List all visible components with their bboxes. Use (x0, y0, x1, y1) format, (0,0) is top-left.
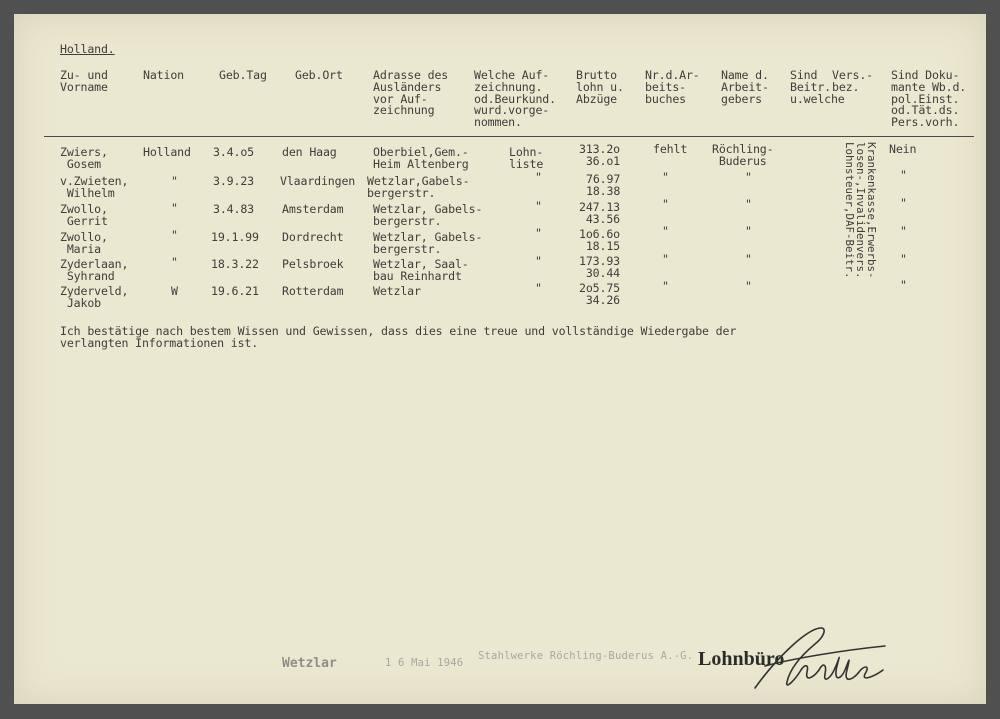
row-employer: " (745, 224, 752, 238)
row-record: " (535, 199, 542, 213)
header-record: Welche Auf- zeichnung. od.Beurkund. wurd.vorge- nommen. (474, 68, 556, 130)
row-address: Wetzlar, Gabels- bergerstr. (373, 230, 483, 256)
row-documents: " (900, 252, 907, 266)
row-birth-place: Vlaardingen (280, 174, 356, 188)
row-record: " (535, 170, 542, 184)
header-wage: Brutto lohn u. Abzüge (576, 68, 624, 106)
row-workbook: " (662, 170, 669, 184)
row-birth-date: 3.4.83 (213, 202, 254, 216)
row-nation: " (171, 201, 178, 215)
row-nation: " (171, 255, 178, 269)
page-title: Holland. (60, 42, 115, 56)
row-birth-place: Pelsbroek (282, 257, 344, 271)
row-name: v.Zwieten, Wilhelm (60, 174, 129, 200)
row-birth-place: Amsterdam (282, 202, 344, 216)
row-employer: Röchling- Buderus (712, 142, 774, 168)
header-nation: Nation (143, 68, 184, 82)
row-address: Wetzlar, Gabels- bergerstr. (373, 202, 483, 228)
stamp-company: Stahlwerke Röchling-Buderus A.-G. (478, 650, 694, 662)
row-birth-place: den Haag (282, 145, 337, 159)
row-address: Oberbiel,Gem.- Heim Altenberg (373, 145, 469, 171)
row-nation: W (171, 284, 178, 298)
header-birth-date: Geb.Tag (219, 68, 267, 82)
row-employer: " (745, 279, 752, 293)
row-record: " (535, 226, 542, 240)
row-birth-date: 19.1.99 (211, 230, 259, 244)
row-name: Zwollo, Gerrit (60, 202, 108, 228)
row-birth-place: Rotterdam (282, 284, 344, 298)
row-birth-date: 18.3.22 (211, 257, 259, 271)
row-workbook: " (662, 279, 669, 293)
row-workbook: " (662, 252, 669, 266)
row-documents: " (900, 278, 907, 292)
header-name: Zu- und Vorname (60, 68, 108, 94)
header-birth-place: Geb.Ort (295, 68, 343, 82)
header-insurance: Vers.- bez. (832, 68, 873, 94)
row-name: Zyderveld, Jakob (60, 284, 129, 310)
row-name: Zwollo, Maria (60, 230, 108, 256)
row-birth-date: 3.4.o5 (213, 145, 254, 159)
row-workbook: " (662, 197, 669, 211)
header-divider (44, 136, 974, 137)
row-wage: 1o6.6o 18.15 (579, 227, 620, 253)
header-address: Adrasse des Ausländers vor Auf- zeichnung (373, 68, 449, 118)
row-record: " (535, 254, 542, 268)
header-workbook: Nr.d.Ar- beits- buches (645, 68, 700, 106)
row-wage: 173.93 30.44 (579, 254, 620, 280)
row-address: Wetzlar,Gabels- bergerstr. (367, 174, 470, 200)
row-address: Wetzlar (373, 284, 421, 298)
row-record: " (535, 281, 542, 295)
row-wage: 2o5.75 34.26 (579, 281, 620, 307)
row-wage: 313.2o 36.o1 (579, 142, 620, 168)
row-nation: " (171, 174, 178, 188)
row-documents: " (900, 196, 907, 210)
row-documents: " (900, 224, 907, 238)
stamp-department: Lohnbüro (698, 648, 785, 670)
row-employer: " (745, 252, 752, 266)
row-wage: 247.13 43.56 (579, 200, 620, 226)
stamp-city: Wetzlar (282, 656, 337, 671)
row-employer: " (745, 197, 752, 211)
header-employer: Name d. Arbeit- gebers (721, 68, 769, 106)
row-wage: 76.97 18.38 (586, 172, 621, 198)
row-employer: " (745, 170, 752, 184)
header-documents: Sind Doku- mante Wb.d. pol.Einst. od.Tät.ds. Pers.vorh. (891, 68, 967, 130)
insurance-note: Krankenkasse,Erwerbs- losen-,Invalidenvers. Lohnsteuer,DAF-Beitr. (843, 142, 878, 279)
confirmation-text: Ich bestätige nach bestem Wissen und Gewissen, dass dies eine treue und vollständige Wiedergabe der verlangten Informationen ist. (60, 324, 737, 350)
row-address: Wetzlar, Saal- bau Reinhardt (373, 257, 469, 283)
row-documents: " (900, 168, 907, 182)
row-birth-date: 3.9.23 (213, 174, 254, 188)
header-contributions: Sind Beitr. u.welche (790, 68, 845, 106)
row-workbook: " (662, 224, 669, 238)
row-name: Zyderlaan, Syhrand (60, 257, 129, 283)
row-workbook: fehlt (653, 142, 688, 156)
row-record: Lohn- liste (509, 145, 544, 171)
row-birth-date: 19.6.21 (211, 284, 259, 298)
row-birth-place: Dordrecht (282, 230, 344, 244)
row-documents: Nein (889, 142, 917, 156)
signature (735, 620, 905, 700)
row-name: Zwiers, Gosem (60, 145, 108, 171)
row-nation: Holland (143, 145, 191, 159)
row-nation: " (171, 228, 178, 242)
stamp-date: 1 6 Mai 1946 (385, 657, 464, 669)
